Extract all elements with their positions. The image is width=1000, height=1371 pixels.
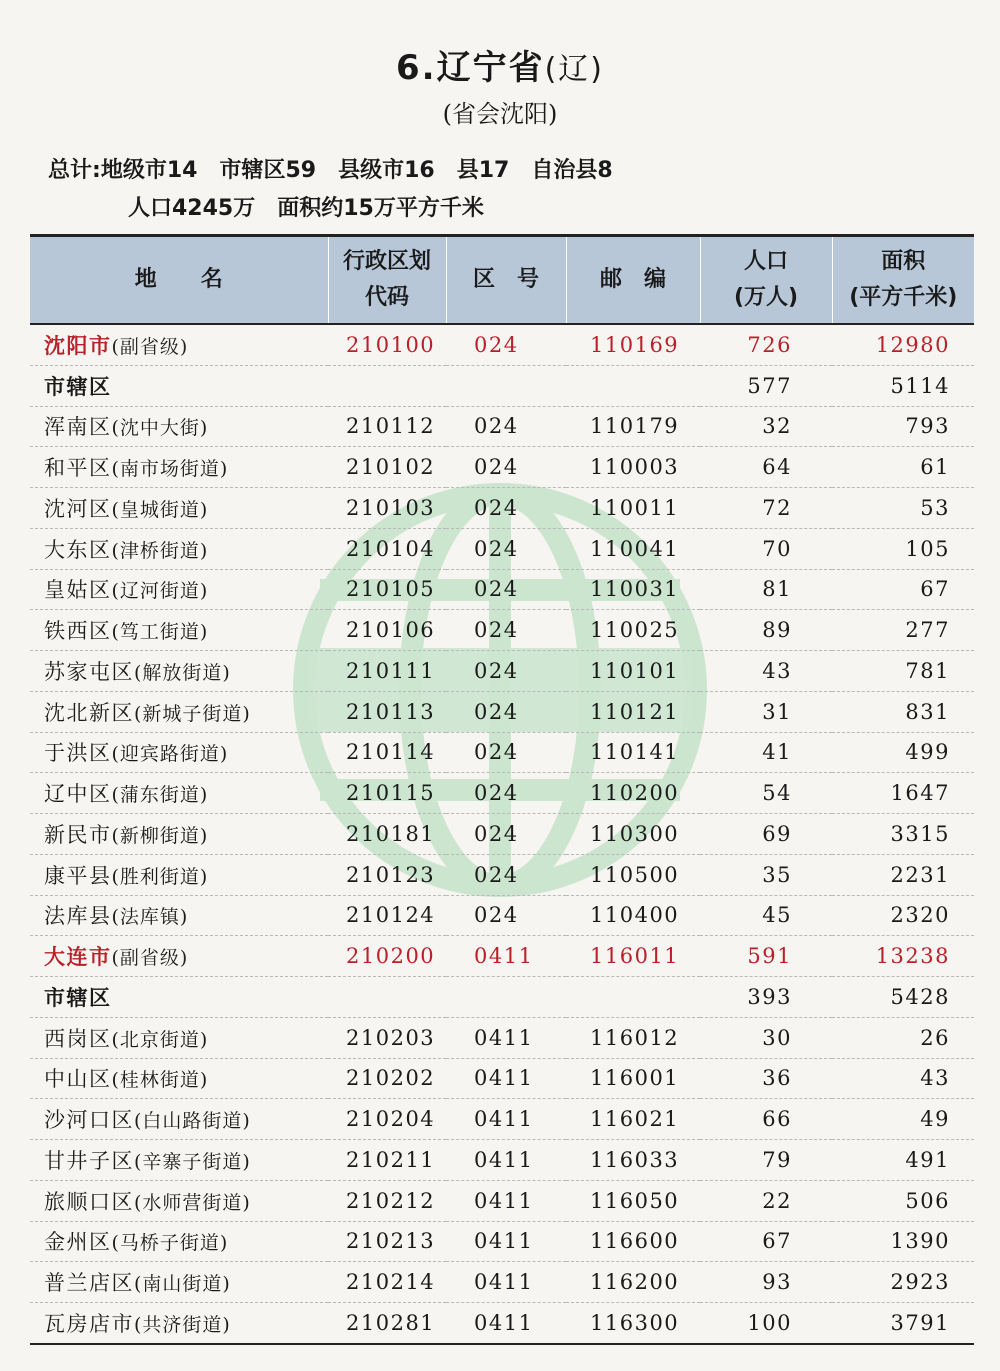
cell-postcode: 110300	[566, 814, 700, 855]
cell-area-code: 0411	[446, 1017, 566, 1058]
col-header-code: 行政区划 代码	[328, 236, 446, 325]
table-row	[30, 610, 974, 651]
table-row	[30, 1058, 974, 1099]
place-name: 浑南区	[44, 415, 112, 440]
table-row	[30, 569, 974, 610]
cell-population: 41	[700, 732, 832, 773]
cell-postcode: 116001	[566, 1058, 700, 1099]
cell-code: 210212	[328, 1180, 446, 1221]
cell-code: 210113	[328, 691, 446, 732]
place-name: 铁西区	[44, 619, 112, 644]
cell-code	[328, 977, 446, 1018]
seat-note: (副省级)	[111, 947, 189, 970]
cell-population: 30	[700, 1017, 832, 1058]
cell-code: 210104	[328, 528, 446, 569]
seat-note: (新城子街道)	[134, 702, 251, 725]
cell-area: 5428	[832, 977, 974, 1018]
cell-area: 13238	[832, 936, 974, 977]
place-name: 法库县	[44, 904, 112, 929]
cell-code: 210200	[328, 936, 446, 977]
cell-area-code: 0411	[446, 1180, 566, 1221]
table-row	[30, 324, 974, 365]
cell-area: 105	[832, 528, 974, 569]
cell-area-code: 0411	[446, 1140, 566, 1181]
table-row	[30, 773, 974, 814]
division-table	[30, 234, 974, 1345]
cell-area: 3315	[832, 814, 974, 855]
cell-name	[30, 569, 328, 610]
table-row	[30, 1221, 974, 1262]
cell-name	[30, 732, 328, 773]
seat-note: (南市场街道)	[111, 458, 229, 481]
seat-note: (水师营街道)	[134, 1191, 251, 1214]
cell-area: 793	[832, 406, 974, 447]
cell-code	[328, 365, 446, 406]
summary-item: 地级市14	[100, 158, 198, 183]
cell-area: 1390	[832, 1221, 974, 1262]
place-name: 沈河区	[44, 496, 112, 521]
cell-population: 66	[700, 1099, 832, 1140]
cell-area: 499	[832, 732, 974, 773]
cell-name	[30, 610, 328, 651]
cell-name	[30, 324, 328, 365]
seat-note: (法库镇)	[111, 906, 189, 929]
seat-note: (马桥子街道)	[111, 1232, 229, 1255]
cell-postcode: 110169	[566, 324, 700, 365]
summary-item: 市辖区59	[219, 158, 317, 183]
cell-population: 577	[700, 365, 832, 406]
cell-area: 781	[832, 651, 974, 692]
cell-area: 61	[832, 447, 974, 488]
table-row	[30, 1262, 974, 1303]
cell-postcode: 110200	[566, 773, 700, 814]
cell-name	[30, 365, 328, 406]
seat-note: (北京街道)	[111, 1028, 209, 1051]
table-row	[30, 1017, 974, 1058]
cell-area: 26	[832, 1017, 974, 1058]
cell-population: 79	[700, 1140, 832, 1181]
cell-area-code: 024	[446, 488, 566, 529]
cell-population: 32	[700, 406, 832, 447]
seat-note: (笃工街道)	[111, 621, 209, 644]
place-name: 普兰店区	[44, 1271, 134, 1296]
cell-name	[30, 1058, 328, 1099]
cell-population: 36	[700, 1058, 832, 1099]
cell-name	[30, 1180, 328, 1221]
cell-code: 210214	[328, 1262, 446, 1303]
cell-area-code: 024	[446, 651, 566, 692]
cell-population: 591	[700, 936, 832, 977]
cell-area-code: 024	[446, 610, 566, 651]
seat-note: (迎宾路街道)	[111, 743, 229, 766]
cell-area-code: 024	[446, 895, 566, 936]
seat-note: (皇城街道)	[111, 498, 209, 521]
cell-code: 210114	[328, 732, 446, 773]
table-row	[30, 1140, 974, 1181]
cell-population: 89	[700, 610, 832, 651]
cell-postcode: 110025	[566, 610, 700, 651]
cell-area: 2923	[832, 1262, 974, 1303]
seat-note: (辽河街道)	[111, 580, 209, 603]
cell-population: 64	[700, 447, 832, 488]
seat-note: (南山街道)	[134, 1273, 231, 1296]
cell-population: 31	[700, 691, 832, 732]
summary-item: 县级市16	[338, 158, 435, 183]
cell-area: 2231	[832, 854, 974, 895]
cell-population: 35	[700, 854, 832, 895]
seat-note: (辛寨子街道)	[134, 1150, 251, 1173]
place-name: 甘井子区	[44, 1148, 134, 1173]
table-row	[30, 895, 974, 936]
table-header-row	[30, 236, 974, 325]
cell-postcode	[566, 977, 700, 1018]
cell-area-code: 024	[446, 569, 566, 610]
cell-name	[30, 895, 328, 936]
cell-population: 726	[700, 324, 832, 365]
cell-area: 3791	[832, 1303, 974, 1344]
cell-code: 210123	[328, 854, 446, 895]
place-name: 辽中区	[44, 782, 112, 807]
place-name: 旅顺口区	[44, 1189, 134, 1214]
cell-area-code: 024	[446, 324, 566, 365]
cell-area-code: 024	[446, 447, 566, 488]
cell-area-code: 024	[446, 854, 566, 895]
cell-name	[30, 1262, 328, 1303]
cell-code: 210105	[328, 569, 446, 610]
cell-population: 45	[700, 895, 832, 936]
cell-area-code: 024	[446, 773, 566, 814]
cell-area-code: 024	[446, 406, 566, 447]
page-title	[0, 40, 1000, 89]
summary-item: 自治县8	[531, 158, 613, 183]
cell-name	[30, 447, 328, 488]
summary-item: 面积约15万平方千米	[277, 196, 484, 221]
table-row	[30, 406, 974, 447]
cell-postcode: 116600	[566, 1221, 700, 1262]
cell-postcode: 110031	[566, 569, 700, 610]
cell-name	[30, 528, 328, 569]
table-row	[30, 528, 974, 569]
cell-population: 54	[700, 773, 832, 814]
place-name: 大连市	[44, 945, 112, 970]
cell-name	[30, 651, 328, 692]
place-name: 沈北新区	[44, 700, 134, 725]
cell-area-code: 024	[446, 691, 566, 732]
cell-population: 72	[700, 488, 832, 529]
seat-note: (胜利街道)	[111, 865, 209, 888]
cell-name	[30, 488, 328, 529]
cell-name	[30, 1017, 328, 1058]
cell-code: 210100	[328, 324, 446, 365]
cell-area: 2320	[832, 895, 974, 936]
cell-postcode: 110400	[566, 895, 700, 936]
cell-name	[30, 936, 328, 977]
cell-postcode: 110041	[566, 528, 700, 569]
place-name: 皇姑区	[44, 578, 112, 603]
cell-code: 210103	[328, 488, 446, 529]
cell-area-code: 024	[446, 528, 566, 569]
cell-code: 210211	[328, 1140, 446, 1181]
seat-note: (蒲东街道)	[111, 784, 209, 807]
table-row	[30, 651, 974, 692]
cell-area-code: 024	[446, 732, 566, 773]
cell-area-code	[446, 365, 566, 406]
cell-code: 210281	[328, 1303, 446, 1344]
table-row	[30, 365, 974, 406]
summary-line-1	[48, 152, 635, 190]
cell-postcode	[566, 365, 700, 406]
place-name: 市辖区	[44, 374, 112, 399]
cell-name	[30, 1303, 328, 1344]
cell-postcode: 116012	[566, 1017, 700, 1058]
cell-postcode: 116033	[566, 1140, 700, 1181]
cell-postcode: 116021	[566, 1099, 700, 1140]
cell-postcode: 110011	[566, 488, 700, 529]
cell-name	[30, 1099, 328, 1140]
cell-postcode: 116200	[566, 1262, 700, 1303]
cell-area: 5114	[832, 365, 974, 406]
place-name: 沙河口区	[44, 1108, 134, 1133]
table-row	[30, 447, 974, 488]
cell-postcode: 116050	[566, 1180, 700, 1221]
col-header-population: 人口 (万人)	[700, 236, 832, 325]
place-name: 市辖区	[44, 985, 112, 1010]
place-name: 金州区	[44, 1230, 112, 1255]
title-main: 6.辽宁省	[396, 48, 545, 88]
cell-area-code: 0411	[446, 1058, 566, 1099]
seat-note: (解放街道)	[134, 661, 231, 684]
summary-item: 县17	[456, 158, 510, 183]
summary-block	[48, 152, 635, 228]
table-row	[30, 1180, 974, 1221]
cell-code: 210115	[328, 773, 446, 814]
place-name: 沈阳市	[44, 333, 112, 358]
cell-name	[30, 977, 328, 1018]
place-name: 瓦房店市	[44, 1311, 134, 1336]
cell-postcode: 110121	[566, 691, 700, 732]
cell-area: 506	[832, 1180, 974, 1221]
cell-name	[30, 406, 328, 447]
cell-code: 210106	[328, 610, 446, 651]
table-row	[30, 691, 974, 732]
cell-code: 210102	[328, 447, 446, 488]
cell-area: 277	[832, 610, 974, 651]
cell-area: 67	[832, 569, 974, 610]
cell-population: 67	[700, 1221, 832, 1262]
table-row	[30, 936, 974, 977]
page-subtitle: (省会沈阳)	[442, 100, 558, 128]
table-row	[30, 854, 974, 895]
cell-population: 22	[700, 1180, 832, 1221]
seat-note: (津桥街道)	[111, 539, 209, 562]
cell-code: 210204	[328, 1099, 446, 1140]
cell-postcode: 110141	[566, 732, 700, 773]
table-row	[30, 1099, 974, 1140]
cell-name	[30, 814, 328, 855]
seat-note: (副省级)	[111, 335, 189, 358]
cell-postcode: 116300	[566, 1303, 700, 1344]
col-header-postcode: 邮 编	[566, 236, 700, 325]
cell-area-code: 0411	[446, 1099, 566, 1140]
cell-population: 43	[700, 651, 832, 692]
table-row	[30, 488, 974, 529]
cell-area-code: 0411	[446, 1262, 566, 1303]
summary-label: 总计:	[48, 158, 101, 183]
cell-code: 210181	[328, 814, 446, 855]
place-name: 和平区	[44, 456, 112, 481]
table-row	[30, 814, 974, 855]
cell-postcode: 110179	[566, 406, 700, 447]
cell-population: 393	[700, 977, 832, 1018]
table-body	[30, 324, 974, 1344]
cell-code: 210203	[328, 1017, 446, 1058]
cell-postcode: 110500	[566, 854, 700, 895]
cell-population: 69	[700, 814, 832, 855]
place-name: 中山区	[44, 1067, 112, 1092]
place-name: 于洪区	[44, 741, 112, 766]
seat-note: (沈中大街)	[111, 417, 209, 440]
col-header-area-code: 区 号	[446, 236, 566, 325]
cell-code: 210202	[328, 1058, 446, 1099]
cell-area: 53	[832, 488, 974, 529]
cell-area-code: 0411	[446, 936, 566, 977]
cell-population: 81	[700, 569, 832, 610]
cell-area: 43	[832, 1058, 974, 1099]
seat-note: (白山路街道)	[134, 1110, 251, 1133]
place-name: 大东区	[44, 537, 112, 562]
cell-code: 210124	[328, 895, 446, 936]
cell-name	[30, 691, 328, 732]
cell-code: 210213	[328, 1221, 446, 1262]
cell-area-code: 024	[446, 814, 566, 855]
table-row	[30, 1303, 974, 1344]
cell-area: 12980	[832, 324, 974, 365]
seat-note: (桂林街道)	[111, 1069, 209, 1092]
cell-code: 210111	[328, 651, 446, 692]
cell-area-code	[446, 977, 566, 1018]
seat-note: (共济街道)	[134, 1313, 231, 1336]
cell-population: 100	[700, 1303, 832, 1344]
cell-postcode: 110003	[566, 447, 700, 488]
place-name: 新民市	[44, 822, 112, 847]
col-header-area: 面积 (平方千米)	[832, 236, 974, 325]
place-name: 西岗区	[44, 1026, 112, 1051]
table-row	[30, 732, 974, 773]
summary-item: 人口4245万	[128, 196, 256, 221]
cell-postcode: 116011	[566, 936, 700, 977]
cell-population: 93	[700, 1262, 832, 1303]
place-name: 康平县	[44, 863, 112, 888]
cell-name	[30, 773, 328, 814]
cell-code: 210112	[328, 406, 446, 447]
title-abbr: (辽)	[544, 52, 604, 87]
place-name: 苏家屯区	[44, 659, 134, 684]
cell-population: 70	[700, 528, 832, 569]
cell-name	[30, 854, 328, 895]
cell-area: 49	[832, 1099, 974, 1140]
cell-name	[30, 1221, 328, 1262]
cell-postcode: 110101	[566, 651, 700, 692]
cell-name	[30, 1140, 328, 1181]
cell-area-code: 0411	[446, 1221, 566, 1262]
cell-area-code: 0411	[446, 1303, 566, 1344]
table-row	[30, 977, 974, 1018]
cell-area: 831	[832, 691, 974, 732]
cell-area: 1647	[832, 773, 974, 814]
cell-area: 491	[832, 1140, 974, 1181]
col-header-name: 地 名	[30, 236, 328, 325]
seat-note: (新柳街道)	[111, 824, 209, 847]
summary-line-2	[48, 190, 635, 228]
